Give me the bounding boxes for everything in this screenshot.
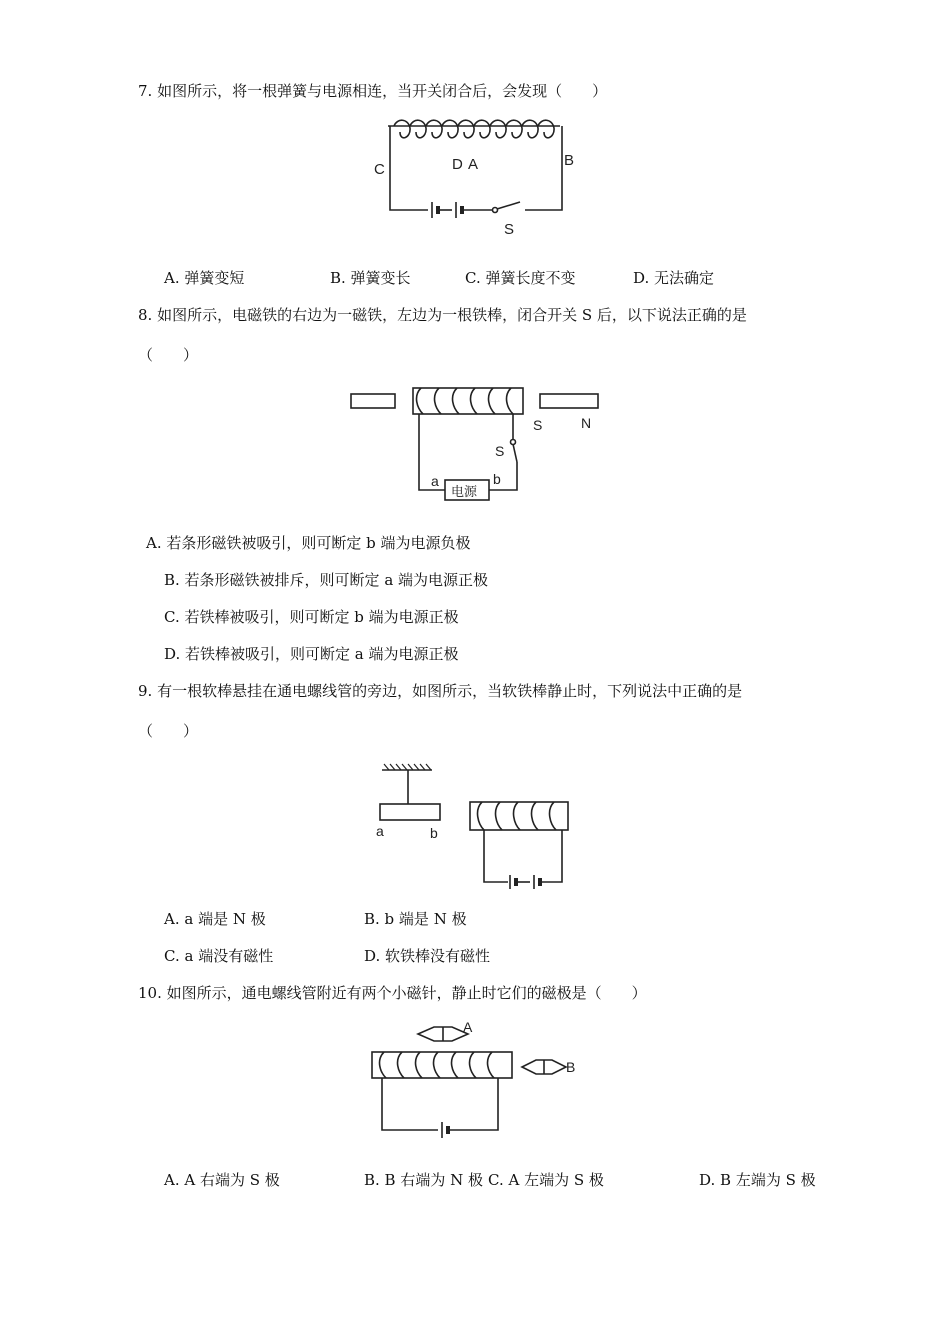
q7-option-a: A. 弹簧变短 — [164, 269, 245, 287]
q7-stem: 7. 如图所示，将一根弹簧与电源相连，当开关闭合后，会发现（ ） — [138, 82, 608, 100]
q9-option-c: C. a 端没有磁性 — [164, 947, 274, 965]
q10-option-d: D. B 左端为 S 极 — [699, 1171, 816, 1189]
q8-electromagnet-figure — [345, 384, 615, 510]
q10-stem: 10. 如图所示，通电螺线管附近有两个小磁针，静止时它们的磁极是（ ） — [138, 984, 647, 1002]
label-a: A — [468, 156, 479, 173]
label-b: B — [564, 152, 575, 169]
magnet-s-label: S — [533, 417, 543, 433]
q7-option-d: D. 无法确定 — [633, 269, 715, 287]
needle-a-label: A — [463, 1019, 473, 1035]
q8-option-d: D. 若铁棒被吸引，则可断定 a 端为电源正极 — [164, 645, 459, 663]
q9-paren: （ ） — [138, 722, 199, 740]
switch-s-label: S — [495, 443, 505, 459]
q7-option-c: C. 弹簧长度不变 — [465, 269, 576, 287]
q9-option-a: A. a 端是 N 极 — [164, 910, 266, 928]
q10-option-a: A. A 右端为 S 极 — [164, 1171, 280, 1189]
q9-option-d: D. 软铁棒没有磁性 — [364, 947, 491, 965]
terminal-a-label: a — [431, 473, 439, 489]
label-d: D — [452, 156, 463, 173]
q9-option-b: B. b 端是 N 极 — [364, 910, 467, 928]
label-c: C — [374, 161, 385, 178]
needle-b-label: B — [566, 1059, 576, 1075]
q9-stem: 9. 有一根软棒悬挂在通电螺线管的旁边，如图所示，当软铁棒静止时，下列说法中正确的是 — [138, 682, 743, 700]
q8-option-b: B. 若条形磁铁被排斥，则可断定 a 端为电源正极 — [164, 571, 489, 589]
q10-option-b: B. B 右端为 N 极 — [364, 1171, 484, 1189]
q8-option-c: C. 若铁棒被吸引，则可断定 b 端为电源正极 — [164, 608, 459, 626]
rod-end-b-label: b — [430, 825, 438, 841]
q7-spring-circuit-figure — [360, 112, 600, 242]
q8-option-a: A. 若条形磁铁被吸引，则可断定 b 端为电源负极 — [146, 534, 471, 552]
terminal-b-label: b — [493, 471, 501, 487]
q8-stem: 8. 如图所示，电磁铁的右边为一磁铁，左边为一根铁棒，闭合开关 S 后，以下说法正确的是 — [138, 306, 747, 324]
q10-compass-figure — [360, 1018, 590, 1143]
q7-option-b: B. 弹簧变长 — [330, 269, 411, 287]
power-source-label: 电源 — [451, 484, 478, 499]
q8-paren: （ ） — [138, 346, 199, 364]
label-s: S — [504, 221, 515, 238]
rod-end-a-label: a — [376, 823, 384, 839]
q10-option-c: C. A 左端为 S 极 — [488, 1171, 604, 1189]
magnet-n-label: N — [581, 415, 592, 431]
q9-soft-iron-figure — [370, 760, 585, 895]
